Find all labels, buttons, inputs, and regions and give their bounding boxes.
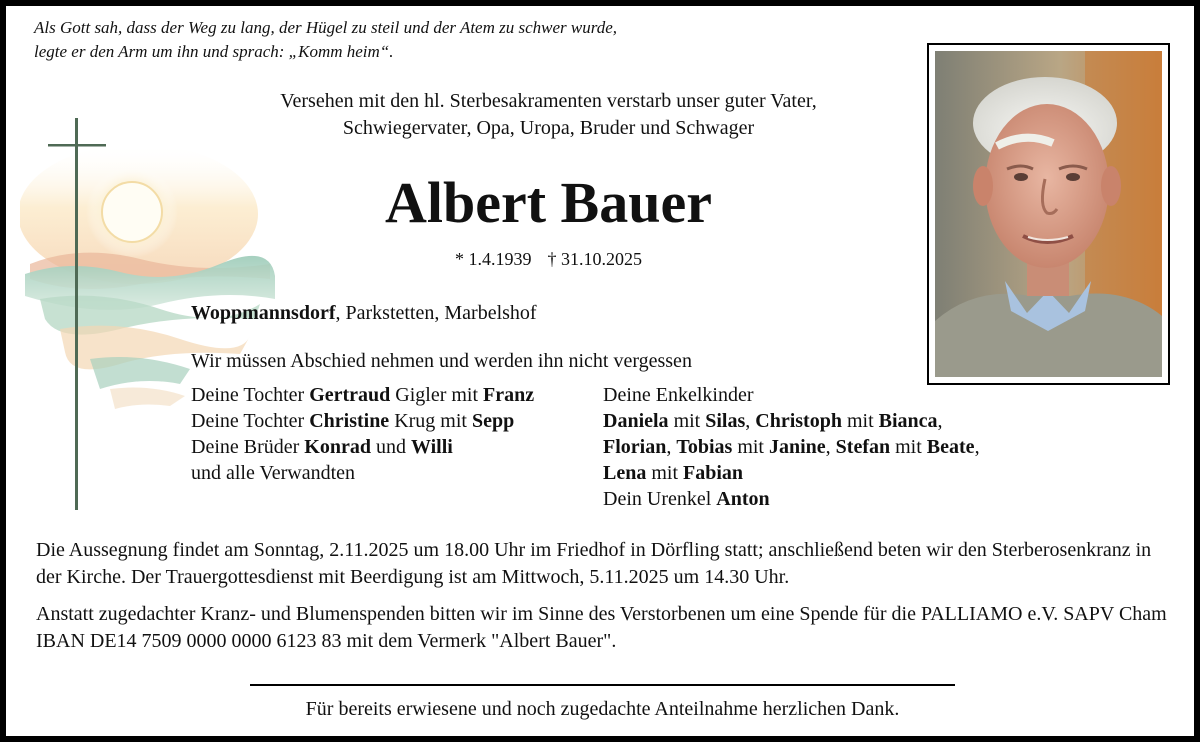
place-main: Woppmannsdorf [191, 302, 336, 324]
family-member-name: Janine [768, 436, 826, 458]
family-member-name: Gertraud [309, 384, 391, 406]
birth-date: * 1.4.1939 [455, 249, 532, 269]
intro-line-2: Schwiegervater, Opa, Uropa, Bruder und Schwager [342, 117, 755, 139]
family-left-column [191, 382, 534, 486]
family-text: Deine Tochter [191, 410, 310, 432]
family-member-name: Christine [309, 410, 390, 432]
family-text: , [974, 436, 980, 458]
quote-line-2: legte er den Arm um ihn und sprach: „Komm heim“. [34, 42, 394, 61]
death-date: † 31.10.2025 [547, 249, 642, 269]
portrait-frame [927, 43, 1170, 385]
family-member-name: Konrad [304, 436, 371, 458]
family-member-name: Florian [603, 436, 667, 458]
family-text: mit [890, 436, 927, 458]
family-text: Deine Brüder [191, 436, 305, 458]
family-right-line [603, 408, 980, 434]
divider-line [250, 684, 955, 686]
quote-block [34, 16, 617, 64]
family-right-line [603, 382, 980, 408]
family-member-name: Christoph [755, 410, 842, 432]
family-text: und alle Verwandten [191, 462, 356, 484]
place-rest: , Parkstetten, Marbelshof [335, 302, 537, 324]
portrait-photo-icon [935, 51, 1162, 377]
family-right-line [603, 486, 980, 512]
family-text: mit [668, 410, 706, 432]
family-text: , [745, 410, 756, 432]
family-right-line [603, 460, 980, 486]
family-left-line [191, 434, 534, 460]
family-text: Dein Urenkel [603, 488, 717, 510]
family-member-name: Stefan [835, 436, 891, 458]
family-text: mit [732, 436, 769, 458]
family-left-line [191, 408, 534, 434]
family-member-name: Bianca [878, 410, 938, 432]
family-left-line [191, 382, 534, 408]
family-member-name: Lena [603, 462, 647, 484]
funeral-info: Die Aussegnung findet am Sonntag, 2.11.2025 um 18.00 Uhr im Friedhof in Dörfling statt; anschließend beten wir den Sterberosenkranz in der Kirche. Der Trauergottesdienst mit Beerdigung ist am Mittwoch, 5.11.2025 um 14.30 Uhr. [36, 539, 1152, 588]
family-right-line [603, 434, 980, 460]
family-text: , [937, 410, 943, 432]
family-text: Deine Enkelkinder [603, 384, 754, 406]
family-text: mit [841, 410, 879, 432]
family-left-line [191, 460, 534, 486]
family-text: Gigler mit [390, 384, 484, 406]
family-member-name: Willi [410, 436, 453, 458]
quote-line-1: Als Gott sah, dass der Weg zu lang, der Hügel zu steil und der Atem zu schwer wurde, [34, 18, 618, 37]
family-text: Deine Tochter [191, 384, 310, 406]
family-text: , [825, 436, 836, 458]
info-block [36, 537, 1176, 665]
farewell-line: Wir müssen Abschied nehmen und werden ihn nicht vergessen [191, 350, 692, 372]
intro-text [186, 88, 911, 142]
deceased-name: Albert Bauer [385, 170, 712, 235]
family-member-name: Anton [716, 488, 770, 510]
family-member-name: Beate [926, 436, 975, 458]
thanks-line: Für bereits erwiesene und noch zugedachte Anteilnahme herzlichen Dank. [305, 698, 900, 720]
family-text: Krug mit [389, 410, 472, 432]
family-text: mit [646, 462, 684, 484]
family-member-name: Fabian [683, 462, 744, 484]
places-line [191, 300, 537, 326]
family-text: und [370, 436, 411, 458]
family-text: , [666, 436, 677, 458]
family-member-name: Tobias [676, 436, 733, 458]
family-right-column [603, 382, 980, 512]
family-member-name: Franz [483, 384, 535, 406]
donation-info: Anstatt zugedachter Kranz- und Blumenspenden bitten wir im Sinne des Verstorbenen um eine Spende für die PALLIAMO e.V. SAPV Cham IBAN DE14 7509 0000 0000 6123 83 mit dem Vermerk "Albert Bauer". [36, 603, 1167, 652]
family-member-name: Daniela [603, 410, 669, 432]
family-member-name: Sepp [471, 410, 515, 432]
family-member-name: Silas [705, 410, 746, 432]
intro-line-1: Versehen mit den hl. Sterbesakramenten verstarb unser guter Vater, [280, 90, 817, 112]
life-dates [186, 246, 911, 272]
